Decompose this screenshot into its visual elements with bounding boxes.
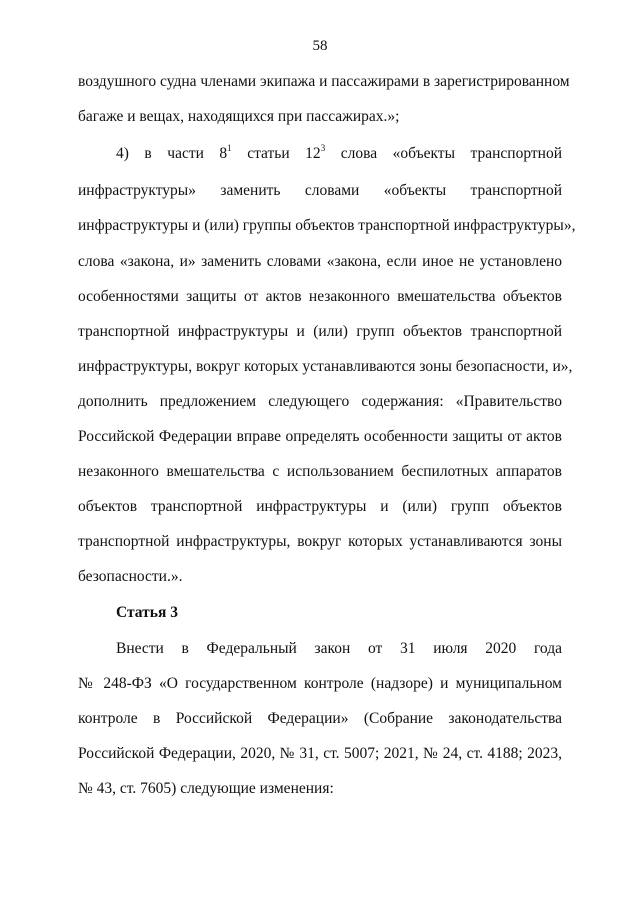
- superscript: 1: [227, 143, 232, 153]
- paragraph-line: Внести в Федеральный закон от 31 июля 2020 года: [116, 640, 562, 657]
- page-number: 58: [312, 38, 328, 54]
- paragraph-line: инфраструктуры и (или) группы объектов транспортной инфраструктуры»,: [78, 217, 576, 234]
- paragraph-line: воздушного судна членами экипажа и пассажирами в зарегистрированном: [78, 73, 570, 90]
- paragraph-line: слова «закона, и» заменить словами «закона, если иное не установлено: [78, 253, 562, 270]
- item-4-text: статьи 12: [231, 145, 321, 162]
- paragraph-line: незаконного вмешательства с использованием беспилотных аппаратов: [78, 463, 562, 480]
- paragraph-line: объектов транспортной инфраструктуры и (или) групп объектов: [78, 498, 562, 515]
- superscript: 3: [320, 143, 326, 153]
- paragraph-line-item-4: [116, 144, 562, 164]
- paragraph-line: Российской Федерации вправе определять особенности защиты от актов: [78, 428, 562, 445]
- paragraph-line: багаже и вещах, находящихся при пассажирах.»;: [78, 108, 400, 125]
- paragraph-line: транспортной инфраструктуры, вокруг которых устанавливаются зоны: [78, 533, 562, 550]
- paragraph-line: № 43, ст. 7605) следующие изменения:: [78, 780, 334, 797]
- paragraph-line: дополнить предложением следующего содержания: «Правительство: [78, 393, 562, 410]
- paragraph-line: транспортной инфраструктуры и (или) групп объектов транспортной: [78, 323, 562, 340]
- paragraph-line: инфраструктуры» заменить словами «объекты транспортной: [78, 182, 562, 199]
- article-heading: Статья 3: [116, 604, 178, 621]
- paragraph-line: особенностями защиты от актов незаконного вмешательства объектов: [78, 288, 562, 305]
- item-4-text: 4) в части 8: [116, 145, 228, 162]
- paragraph-line: инфраструктуры, вокруг которых устанавливаются зоны безопасности, и»,: [78, 358, 573, 375]
- item-4-text: слова «объекты транспортной: [325, 145, 562, 162]
- paragraph-line: контроле в Российской Федерации» (Собрание законодательства: [78, 710, 562, 727]
- paragraph-line: № 248-ФЗ «О государственном контроле (надзоре) и муниципальном: [78, 675, 562, 692]
- paragraph-line: Российской Федерации, 2020, № 31, ст. 5007; 2021, № 24, ст. 4188; 2023,: [78, 745, 562, 762]
- paragraph-line: безопасности.».: [78, 568, 183, 585]
